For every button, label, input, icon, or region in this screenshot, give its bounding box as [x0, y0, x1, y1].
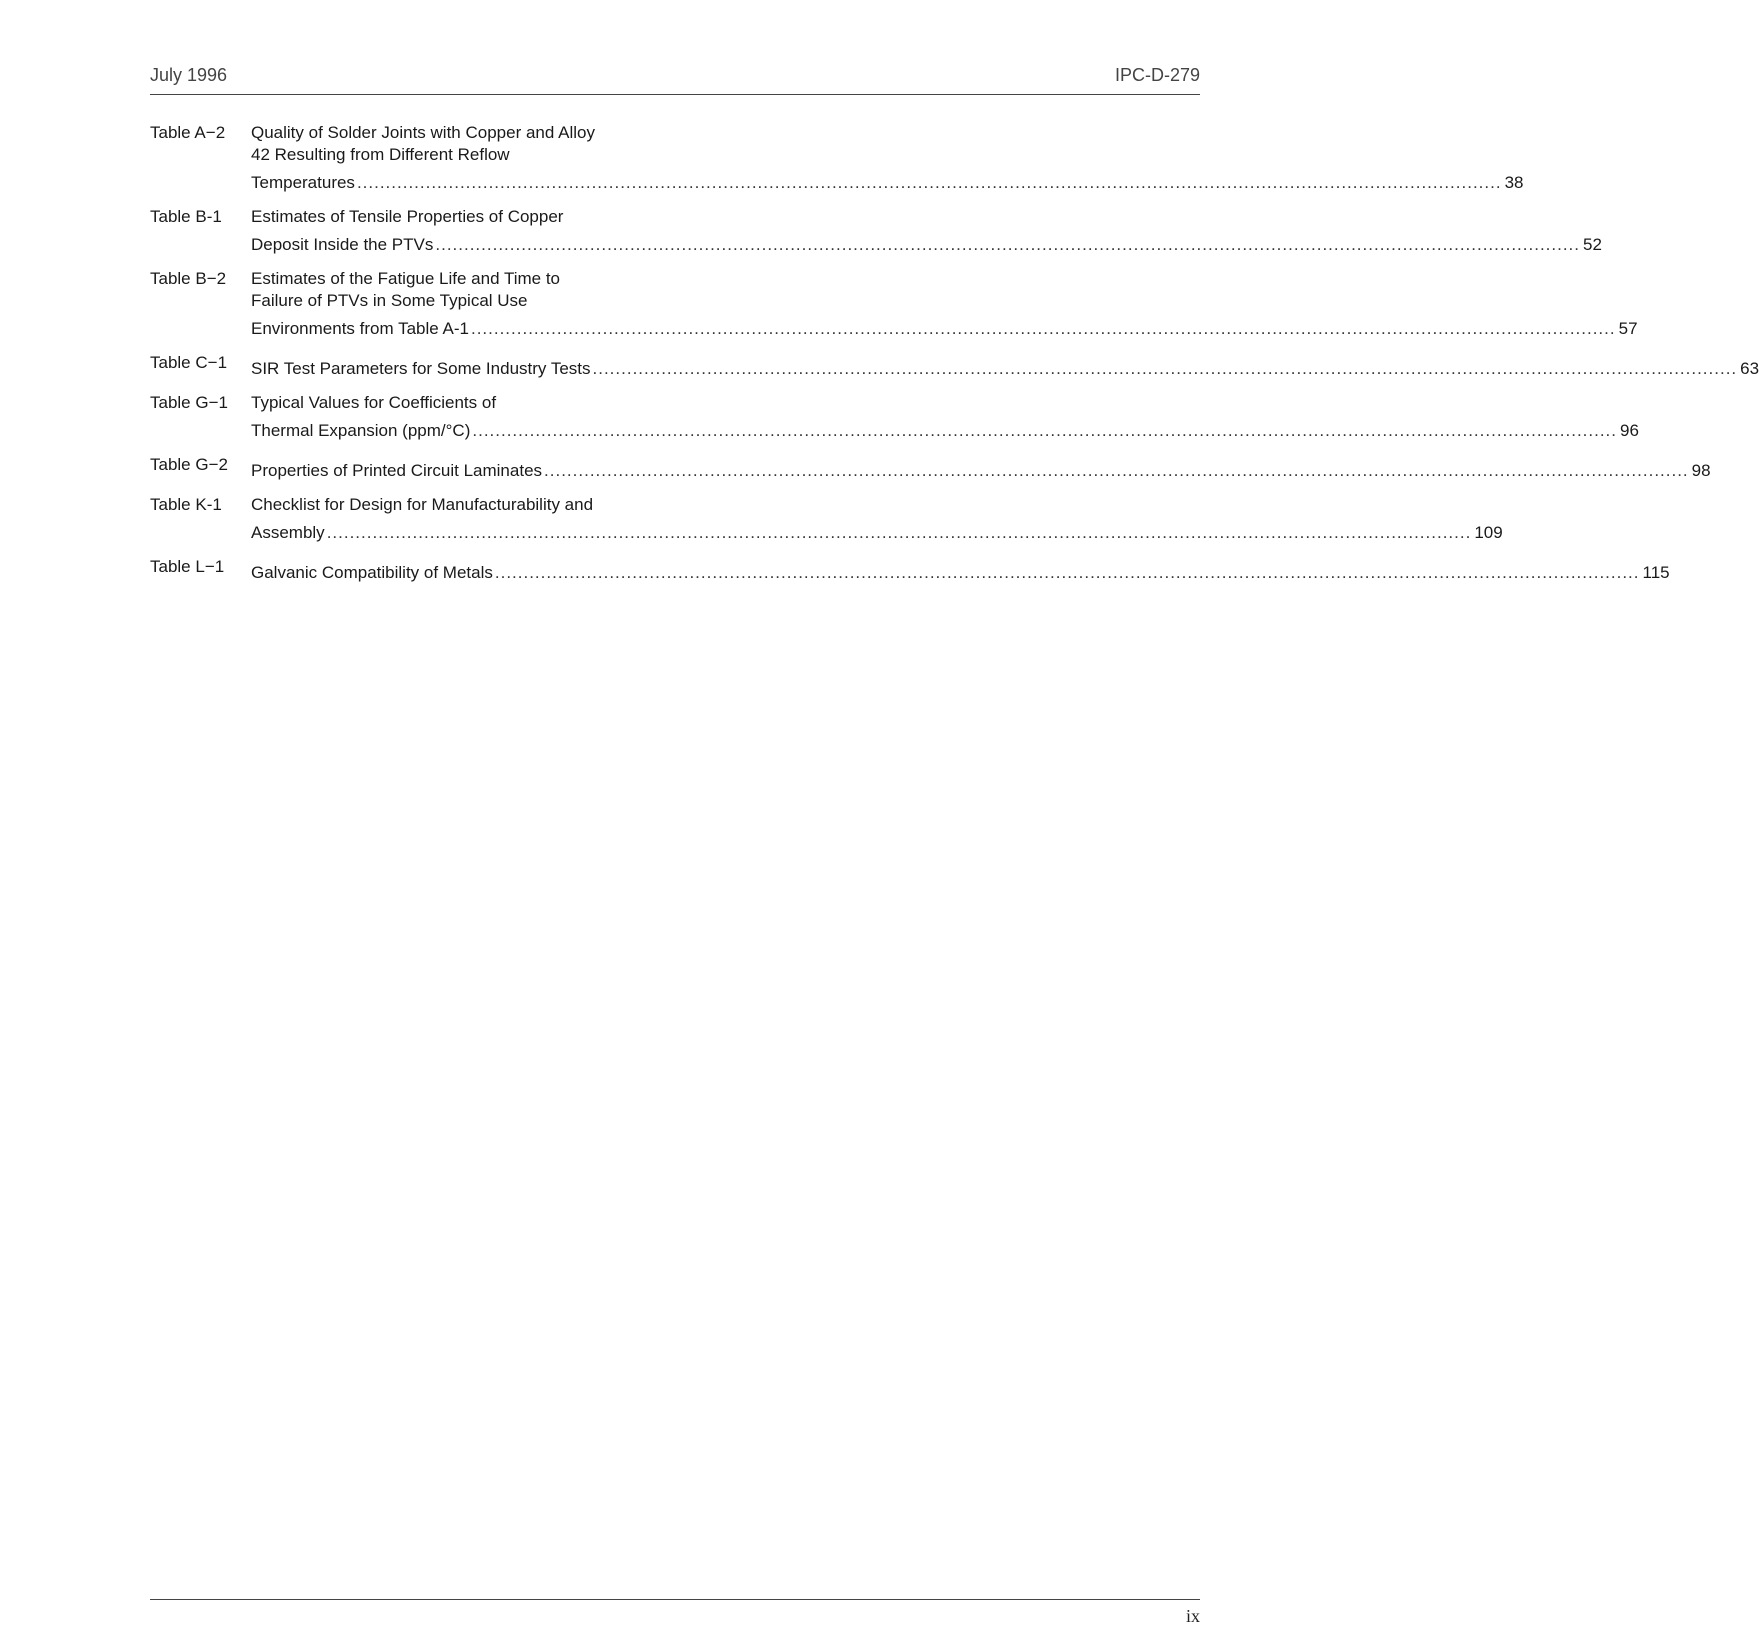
- toc-entry[interactable]: [150, 268, 1638, 340]
- entry-body: [251, 392, 1639, 442]
- entry-title-line: Temperatures: [251, 173, 355, 192]
- page-reference[interactable]: 96: [1620, 421, 1639, 440]
- page-reference[interactable]: 38: [1504, 173, 1524, 192]
- dot-leader: ........................................................................................................................................................................................................: [472, 421, 1618, 440]
- table-number: Table K-1: [150, 495, 222, 514]
- footer-divider: [150, 1599, 1200, 1600]
- dot-leader: ........................................................................................................................................................................................................: [435, 235, 1581, 254]
- entry-body: [251, 556, 1670, 584]
- entry-title-line: Deposit Inside the PTVs: [251, 235, 434, 254]
- dot-leader: ........................................................................................................................................................................................................: [544, 461, 1689, 480]
- entry-final-line: [251, 420, 1639, 442]
- toc-entry[interactable]: [150, 556, 1670, 584]
- entry-body: [251, 352, 1759, 380]
- table-number: Table L−1: [150, 557, 225, 576]
- entry-body: [251, 122, 1524, 194]
- entry-body: [251, 494, 1503, 544]
- dot-leader: ........................................................................................................................................................................................................: [470, 319, 1616, 338]
- entry-title-line: Properties of Printed Circuit Laminates: [251, 461, 543, 480]
- entry-final-line: [251, 454, 1711, 482]
- entry-title-line: Galvanic Compatibility of Metals: [251, 563, 493, 582]
- toc-entry[interactable]: [150, 352, 1759, 380]
- dot-leader: ........................................................................................................................................................................................................: [356, 173, 1502, 192]
- entry-body: [251, 206, 1602, 256]
- table-number: Table A−2: [150, 123, 226, 142]
- toc-entry[interactable]: [150, 206, 1602, 256]
- entry-final-line: [251, 352, 1759, 380]
- entry-title-line: Estimates of Tensile Properties of Copper: [251, 207, 564, 226]
- table-number: Table G−2: [150, 455, 228, 474]
- entry-title-line: Checklist for Design for Manufacturability and: [251, 495, 594, 514]
- page-reference[interactable]: 109: [1474, 523, 1503, 542]
- entry-title-line: Environments from Table A-1: [251, 319, 469, 338]
- entry-title-line: Estimates of the Fatigue Life and Time to: [251, 269, 560, 288]
- entry-final-line: [251, 522, 1503, 544]
- page-reference[interactable]: 52: [1583, 235, 1602, 254]
- toc-entry[interactable]: [150, 122, 1524, 194]
- dot-leader: ........................................................................................................................................................................................................: [326, 523, 1472, 542]
- dot-leader: ........................................................................................................................................................................................................: [592, 359, 1738, 378]
- page-reference[interactable]: 98: [1691, 461, 1711, 480]
- toc-entry[interactable]: [150, 494, 1503, 544]
- entry-final-line: [251, 234, 1602, 256]
- entry-title-line: 42 Resulting from Different Reflow: [251, 145, 510, 164]
- entry-final-line: [251, 318, 1638, 340]
- table-number: Table B-1: [150, 207, 222, 226]
- entry-title-line: Typical Values for Coefficients of: [251, 393, 497, 412]
- table-number: Table B−2: [150, 269, 227, 288]
- entry-final-line: [251, 172, 1524, 194]
- page-number: ix: [1185, 1606, 1200, 1626]
- page-reference[interactable]: 63: [1740, 359, 1759, 378]
- list-of-tables: [150, 122, 1759, 596]
- entry-title-line: SIR Test Parameters for Some Industry Tests: [251, 359, 591, 378]
- entry-body: [251, 268, 1638, 340]
- entry-title-line: Failure of PTVs in Some Typical Use: [251, 291, 528, 310]
- entry-body: [251, 454, 1711, 482]
- entry-final-line: [251, 556, 1670, 584]
- entry-title-line: Thermal Expansion (ppm/°C): [251, 421, 471, 440]
- page-header: [150, 64, 1200, 95]
- entry-title-line: Assembly: [251, 523, 325, 542]
- entry-title-line: Quality of Solder Joints with Copper and Alloy: [251, 123, 595, 142]
- toc-entry[interactable]: [150, 392, 1639, 442]
- table-number: Table G−1: [150, 393, 228, 412]
- header-date: July 1996: [150, 65, 228, 85]
- dot-leader: ........................................................................................................................................................................................................: [494, 563, 1640, 582]
- header-document-id: IPC-D-279: [1114, 65, 1200, 85]
- toc-entry[interactable]: [150, 454, 1711, 482]
- table-number: Table C−1: [150, 353, 228, 372]
- page-reference[interactable]: 57: [1618, 319, 1638, 338]
- page-reference[interactable]: 115: [1642, 563, 1670, 582]
